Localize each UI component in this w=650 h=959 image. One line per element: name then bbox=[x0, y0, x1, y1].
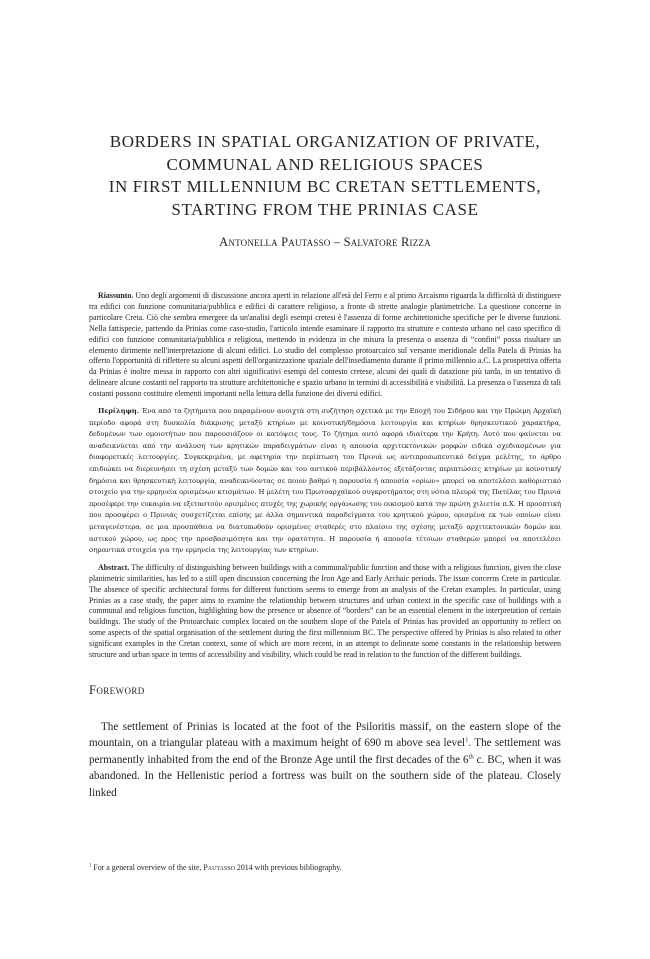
abstract-text: The difficulty of distinguishing between buildings with a communal/public function and those with a religious function, given the close planimetric similarities, has led to a still open discussion concerning the Iron Age and Early Archaic periods. The issue concerns Crete in particular. The absence of specific architectural forms for different functions seems to emerge from an analysis of the Cretan examples. In particular, using Prinias as a case study, the paper aims to examine the relationship between structures and urban context in the specific case of buildings with a communal and religious function, highlighting how the presence or absence of “borders” can be an essential element in the interpretation of certain buildings. The study of the Protoarchaic complex located on the southern slope of the Patela of Prinias has provided an opportunity to reflect on some aspects of the spatial organisation of the settlement during the first millennium BC. The perspective offered by Prinias is also related to other significant examples in the Cretan context, some of which are more recent, in an attempt to delineate some constants in the relationship between structure and urban space in terms of accessibility and visibility, which could be read in relation to the function of the different buildings. bbox=[89, 562, 561, 660]
body-text bbox=[89, 719, 561, 801]
title-line-3: IN FIRST MILLENNIUM BC CRETAN SETTLEMENTS, bbox=[108, 177, 542, 196]
footnote bbox=[89, 863, 561, 873]
footnote-reference[interactable]: 1 bbox=[465, 736, 469, 744]
body-text-part-1: The settlement of Prinias is located at the foot of the Psiloritis massif, on the eastern slope of the mountain, on a triangular plateau with a maximum height of 690 m above sea level bbox=[89, 721, 561, 750]
section-heading-foreword: Foreword bbox=[89, 683, 145, 697]
abstract-paragraph bbox=[89, 563, 561, 661]
footnote-number: 1 bbox=[89, 863, 92, 869]
ordinal-suffix: th bbox=[468, 753, 474, 761]
body-text-part-3: c. BC, when it was abandoned. In the Hellenistic period a fortress was built on the southern side of the plateau. Closely linked bbox=[89, 753, 561, 799]
article-title bbox=[60, 131, 590, 221]
title-line-1: BORDERS IN SPATIAL ORGANIZATION OF PRIVATE, bbox=[109, 132, 541, 151]
perilepsi-text: Ένα από τα ζητήματα που παραμένουν ανοιχτά στη συζήτηση σχετικά με την Εποχή του Σιδήρου και την Πρώιμη Αρχαϊκή περίοδο αφορά στη δυσκολία διάκρισης μεταξύ κτηρίων με κοινοτική/δημόσια λειτουργία και κτηρίων θρησκευτικού χαρακτήρα, δεδομένων των ομοιοτήτων που παρουσιάζουν οι κατόψεις τους. Το ζήτημα αυτό αφορά ιδιαίτερα την Κρήτη. Αυτό που φαίνεται να αναδεικνύεται από την ανάλυση των κρητικών παραδειγμάτων είναι η απουσία αρχιτεκτονικών μορφών ειδικά σχεδιασμένων για διαφορετικές λειτουργίες. Συγκεκριμένα, με αφετηρία την περίπτωση του Πρινιά ως αντιπροσωπευτικό δείγμα μελέτης, το άρθρο επιδιώκει να διερευνήσει τη σχέση μεταξύ των δομών και του αστικού περιβάλλοντος εξετάζοντας περιπτώσεις κτηρίων με κοινοτική/δημόσια και θρησκευτική λειτουργία, αναδεικνύοντας σε ποιον βαθμό η παρουσία ή απουσία «ορίων» μπορεί να αποτελέσει καθοριστικό στοιχείο για την ερμηνεία ορισμένων κτισμάτων. Η μελέτη του Πρωτοαρχαϊκού συγκροτήματος στη νότια πλευρά της Πατέλας του Πρινιά προσέφερε την ευκαιρία να εξεταστούν ορισμένες πτυχές της χωρικής οργάνωσης του οικισμού κατά την πρώτη χιλιετία π.Χ. Η προοπτική που προσφέρει ο Πρινιάς συσχετίζεται επίσης με άλλα σημαντικά παραδείγματα του κρητικού χώρου, ορισμένα εκ των οποίων είναι μεταγενέστερα, σε μια προσπάθεια να διατυπωθούν ορισμένες σταθερές στο πλαίσιο της σχέσης μεταξύ αρχιτεκτονικών δομών και αστικού χώρου, ως προς την προσβασιμότητα και την ορατότητα. Η παρουσία ή απουσία τέτοιων σταθερών μπορεί να αποτελέσει σημαντικά στοιχεία για την ερμηνεία της λειτουργίας των κτηρίων. bbox=[89, 407, 561, 555]
authors: Antonella Pautasso – Salvatore Rizza bbox=[219, 235, 431, 249]
title-line-4: STARTING FROM THE PRINIAS CASE bbox=[171, 199, 479, 219]
title-line-2: COMMUNAL AND RELIGIOUS SPACES bbox=[166, 154, 484, 174]
riassunto-label: Riassunto. bbox=[98, 291, 134, 300]
body-paragraph bbox=[89, 719, 561, 801]
footnote-cite-author: Pautasso bbox=[203, 863, 235, 872]
perilepsi-paragraph bbox=[89, 406, 561, 557]
abstract-label: Abstract. bbox=[98, 562, 130, 572]
footnote-text-after: 2014 with previous bibliography. bbox=[234, 863, 342, 872]
riassunto-paragraph bbox=[89, 291, 561, 400]
perilepsi-label: Περίληψη. bbox=[98, 407, 139, 416]
riassunto-text: Uno degli argomenti di discussione ancora aperti in relazione all'età del Ferro e al primo Arcaismo riguarda la difficoltà di distinguere tra edifici con funzione comunitaria/pubblica e edifici di carattere religioso, a fronte di strette analogie planimetriche. La questione concerne in particolare Creta. Ciò che sembra emergere da un'analisi degli esempi cretesi è l'assenza di forme architettoniche specifiche per le diverse funzioni. Nella fattispecie, partendo da Prinias come caso-studio, l'articolo intende esaminare il rapporto tra strutture e contesto urbano nel caso specifico di edifici con funzione comunitaria/pubblica e religiosa, mettendo in evidenza in che misura la presenza o assenza di “confini” possa risultare un elemento dirimente nell'interpretazione di alcuni edifici. Lo studio del complesso protoarcaico sul versante meridionale della Patela di Prinias ha offerto l'opportunità di riflettere su alcuni aspetti dell'organizzazione spaziale dell'insediamento durante il primo millennio a.C. La prospettiva offerta da Prinias è inoltre messa in rapporto con altri significativi esempi del contesto cretese, alcuni dei quali di datazione più tarda, in un tentativo di delineare alcune costanti nel rapporto tra strutture architettoniche e spazio urbano in termini di accessibilità e visibilità. La presenza o l'assenza di tali costanti possono costituire elementi importanti nella lettura della funzione dei diversi edifici. bbox=[89, 291, 561, 399]
footnote-text-before: For a general overview of the site, bbox=[91, 863, 204, 872]
abstracts-block bbox=[89, 291, 561, 667]
body-text-part-2: . The settlement was permanently inhabited from the end of the Bronze Age until the first decades of the 6 bbox=[89, 737, 561, 766]
